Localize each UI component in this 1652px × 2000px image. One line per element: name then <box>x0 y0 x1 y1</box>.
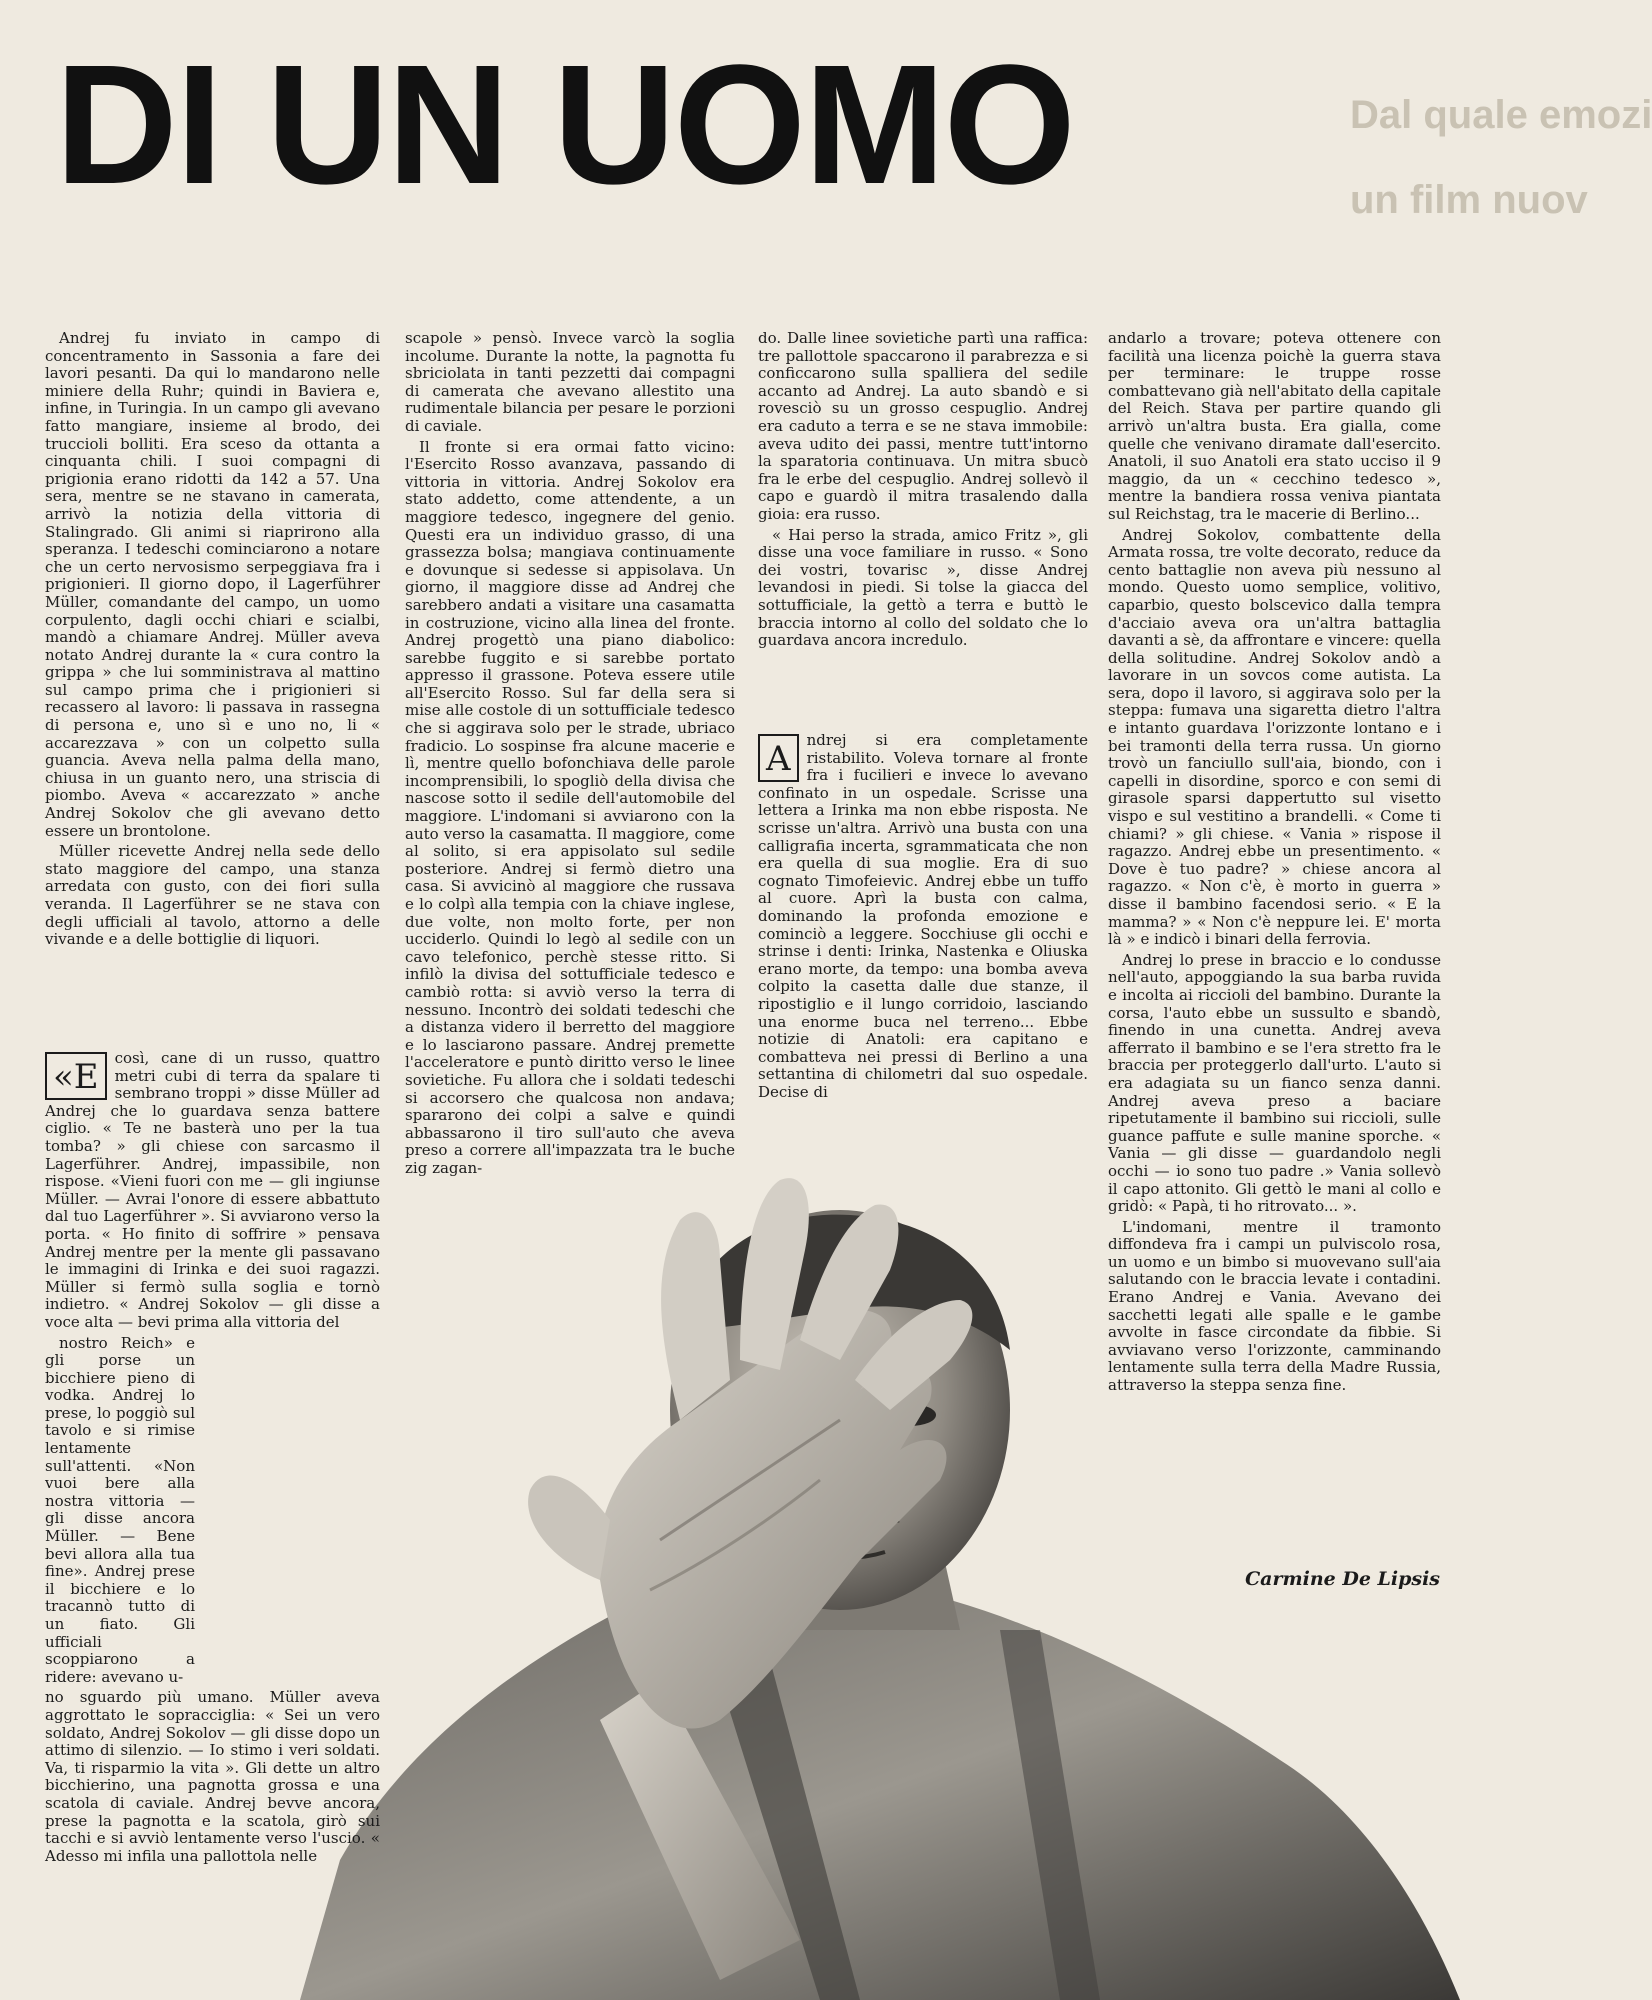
article-column-4 <box>1108 330 1441 1398</box>
headline: DI UN UOMO <box>55 30 1074 220</box>
paragraph: Andrej Sokolov, combattente della Armata rossa, tre volte decorato, reduce da cento battaglie non aveva più nessuno al mondo. Questo uomo semplice, volitivo, caparbio, questo bolscevico dalla tempra d'acciaio aveva ora un'altra battaglia davanti a sè, da affrontare e vincere: quella della solitudine. Andrej Sokolov andò a lavorare in un sovcos come autista. La sera, dopo il lavoro, si aggirava solo per la steppa: fumava una sigaretta dietro l'altra e intanto guardava l'orizzonte lontano e i bei tramonti della terra russa. Un giorno trovò un fanciullo sull'aia, biondo, con i capelli in disordine, sporco e con semi di girasole sparsi dappertutto sul visetto vispo e sul vestitino a brandelli. « Come ti chiami? » gli chiese. « Vania » rispose il ragazzo. Andrej ebbe un presentimento. « Dove è tuo padre? » chiese ancora al ragazzo. « Non c'è, è morto in guerra » disse il bambino facendosi serio. « E la mamma? » « Non c'è neppure lei. E' morta là » e indicò i binari della ferrovia. <box>1108 525 1441 949</box>
paragraph-end: no sguardo più umano. Müller aveva aggrottato le sopracciglia: « Sei un vero soldato, Andrej Sokolov — gli disse dopo un attimo di silenzio. — Io stimo i veri soldati. Va, ti risparmio la vita ». Gli dette un altro bicchierino, una pagnotta grossa e una scatola di caviale. Andrej bevve ancora, prese la pagnotta e la scatola, girò sui tacchi e si avviò lentamente verso l'uscio. « Adesso mi infila una pallottola nelle <box>45 1688 380 1865</box>
drop-cap: A <box>758 734 799 782</box>
paragraph <box>45 1050 380 1332</box>
paragraph: Andrej lo prese in braccio e lo condusse nell'auto, appoggiando la sua barba ruvida e incolta ai riccioli del bambino. Durante la corsa, l'auto ebbe un sussulto e sbandò, finendo in una cunetta. Andrej aveva afferrato il bambino e se l'era stretto fra le braccia per proteggerlo dall'urto. L'auto si era adagiata su un fianco senza danni. Andrej aveva preso a baciare ripetutamente il bambino sui riccioli, sulle guance paffute e sulle manine sporche. « Vania — gli disse — guardandolo negli occhi — io sono tuo padre .» Vania sollevò il capo attonito. Gli gettò le mani al collo e gridò: « Papà, ti ho ritrovato... ». <box>1108 950 1441 1216</box>
paragraph-text: così, cane di un russo, quattro metri cubi di terra da spalare ti sembrano troppi » disse Müller ad Andrej che lo guardava senza battere ciglio. « Te ne basterà uno per la tua tomba? » gli chiese con sarcasmo il Lagerführer. Andrej, impassibile, non rispose. «Vieni fuori con me — gli ingiunse Müller. — Avrai l'onore di essere abbattuto dal tuo Lagerführer ». Si avviarono verso la porta. « Ho finito di soffrire » pensava Andrej mentre per la mente gli passavano le immagini di Irinka e dei suoi ragazzi. Müller si fermò sulla soglia e tornò indietro. « Andrej Sokolov — gli disse a voce alta — bevi prima alla vittoria del <box>45 1049 380 1331</box>
paragraph: L'indomani, mentre il tramonto diffondeva fra i campi un pulviscolo rosa, un uomo e un bimbo si muovevano sull'aia salutando con le braccia levate i contadini. Erano Andrej e Vania. Avevano dei sacchetti legati alle spalle e le gambe avvolte in fasce circondate da fibbie. Si avviavano verso l'orizzonte, camminando lentamente sulla terra della Madre Russia, attraverso la steppa senza fine. <box>1108 1217 1441 1395</box>
article-column-1-continued <box>45 1050 380 1868</box>
paragraph-text: ndrej si era completamente ristabilito. Voleva tornare al fronte fra i fucilieri e invece lo avevano confinato in un ospedale. Scrisse una lettera a Irinka ma non ebbe risposta. Ne scrisse un'altra. Arrivò una busta con una calligrafia incerta, sgrammaticata che non era quella di sua moglie. Era di suo cognato Timofeievic. Andrej ebbe un tuffo al cuore. Aprì la busta con calma, dominando la profonda emozione e cominciò a leggere. Socchiuse gli occhi e strinse i denti: Irinka, Nastenka e Oliuska erano morte, da tempo: una bomba aveva colpito la casetta dalle due stanze, il ripostiglio e il lungo corridoio, lasciando una enorme buca nel terreno... Ebbe notizie di Anatoli: era capitano e combatteva nei pressi di Berlino a una settantina di chilometri dal suo ospedale. Decise di <box>758 731 1088 1101</box>
bleed-through-text: un film nuov <box>1350 178 1588 222</box>
paragraph: do. Dalle linee sovietiche partì una raffica: tre pallottole spaccarono il parabrezza e si conficcarono sulla spalliera del sedile accanto ad Andrej. La auto sbandò e si rovesciò su un grosso cespuglio. Andrej era caduto a terra e se ne stava immobile: aveva udito dei passi, mentre tutt'intorno la sparatoria continuava. Un mitra sbucò fra le erbe del cespuglio. Andrej sollevò il capo e guardò il mitra trasalendo dalla gioia: era russo. <box>758 329 1088 523</box>
drop-cap: «E <box>45 1052 107 1100</box>
bleed-through-text: Dal quale emozi <box>1350 93 1652 137</box>
paragraph <box>758 732 1088 1101</box>
paragraph: andarlo a trovare; poteva ottenere con facilità una licenza poichè la guerra stava per terminare: le truppe rosse combattevano già nell'abitato della capitale del Reich. Stava per partire quando gli arrivò un'altra busta. Era gialla, come quelle che venivano diramate dall'esercito. Anatoli, il suo Anatoli era stato ucciso il 9 maggio, da un « cecchino tedesco », mentre la bandiera rossa veniva piantata sul Reichstag, tra le macerie di Berlino... <box>1108 329 1441 523</box>
article-column-1 <box>45 330 380 952</box>
paragraph: Müller ricevette Andrej nella sede dello stato maggiore del campo, una stanza arredata con gusto, con dei fiori sulla veranda. Il Lagerführer se ne stava con degli ufficiali al tavolo, attorno a delle vivande e a delle bottiglie di liquori. <box>45 842 380 949</box>
article-column-3 <box>758 330 1088 653</box>
paragraph: « Hai perso la strada, amico Fritz », gli disse una voce familiare in russo. « Sono dei vostri, tovarisc », disse Andrej levandosi in piedi. Si tolse la giacca del sottufficiale, la gettò a terra e buttò le braccia intorno al collo del soldato che lo guardava ancora incredulo. <box>758 525 1088 650</box>
article-column-3-continued <box>758 732 1088 1104</box>
article-column-2 <box>405 330 735 1181</box>
author-signature: Carmine De Lipsis <box>1245 1568 1440 1590</box>
paragraph: Il fronte si era ormai fatto vicino: l'Esercito Rosso avanzava, passando di vittoria in vittoria. Andrej Sokolov era stato addetto, come attendente, a un maggiore tedesco, ingegnere del genio. Questi era un individuo grasso, di una grassezza bolsa; mangiava continuamente e dovunque si sedesse si appisolava. Un giorno, il maggiore disse ad Andrej che sarebbero andati a visitare una casamatta in costruzione, vicino alla linea del fronte. Andrej progettò una piano diabolico: sarebbe fuggito e si sarebbe portato appresso il grassone. Poteva essere utile all'Esercito Rosso. Sul far della sera si mise alle costole di un sottufficiale tedesco che si aggirava solo per le strade, ubriaco fradicio. Lo sospinse fra alcune macerie e lì, mentre quello bofonchiava delle parole incomprensibili, lo spogliò della divisa che nascose sotto il sedile dell'automobile del maggiore. L'indomani si avviarono con la auto verso la casamatta. Il maggiore, come al solito, si era appisolato sul sedile posteriore. Andrej si fermò dietro una casa. Si avvicinò al maggiore che russava e lo colpì alla tempia con la chiave inglese, due volte, non molto forte, per non ucciderlo. Quindi lo legò al sedile con un cavo telefonico, perchè stesse ritto. Si infilò la divisa del sottufficiale tedesco e cambiò rotta: si avviò verso la terra di nessuno. Incontrò dei soldati tedeschi che a distanza videro il berretto del maggiore e lo lasciarono passare. Andrej premette l'acceleratore e puntò diritto verso le linee sovietiche. Fu allora che i soldati tedeschi si accorsero che qualcosa non andava; spararono dei colpi a salve e quindi abbassarono il tiro sull'auto che aveva preso a correre all'impazzata tra le buche zig zagan- <box>405 437 735 1177</box>
paragraph-wrapped: nostro Reich» e gli porse un bicchiere pieno di vodka. Andrej lo prese, lo poggiò sul tavolo e si rimise lentamente sull'attenti. «Non vuoi bere alla nostra vittoria — gli disse ancora Müller. — Bene bevi allora alla tua fine». Andrej prese il bicchiere e lo tracannò tutto di un fiato. Gli ufficiali scoppiarono a ridere: avevano u- <box>45 1333 195 1686</box>
paragraph: scapole » pensò. Invece varcò la soglia incolume. Durante la notte, la pagnotta fu sbriciolata in tanti pezzetti dai compagni di camerata che avevano allestito una rudimentale bilancia per pesare le porzioni di caviale. <box>405 329 735 435</box>
paragraph: Andrej fu inviato in campo di concentramento in Sassonia a fare dei lavori pesanti. Da qui lo mandarono nelle miniere della Ruhr; quindi in Baviera e, infine, in Turingia. In un campo gli avevano fatto mangiare, insieme al brodo, dei truccioli bolliti. Era sceso da ottanta a cinquanta chili. I suoi compagni di prigionia erano ridotti da 142 a 57. Una sera, mentre se ne stavano in camerata, arrivò la notizia della vittoria di Stalingrado. Gli animi si riaprirono alla speranza. I tedeschi cominciarono a notare che un certo nervosismo serpeggiava fra i prigionieri. Il giorno dopo, il Lagerführer Müller, comandante del campo, un uomo corpulento, dagli occhi chiari e scialbi, mandò a chiamare Andrej. Müller aveva notato Andrej durante la « cura contro la grippa » che lui somministrava al mattino sul campo prima che i prigionieri si recassero al lavoro: li passava in rassegna di persona e, uno sì e uno no, li « accarezzava » con un colpetto sulla guancia. Aveva nella palma della mano, chiusa in un guanto nero, una striscia di piombo. Aveva « accarezzato » anche Andrej Sokolov che gli avevano detto essere un brontolone. <box>45 329 380 840</box>
